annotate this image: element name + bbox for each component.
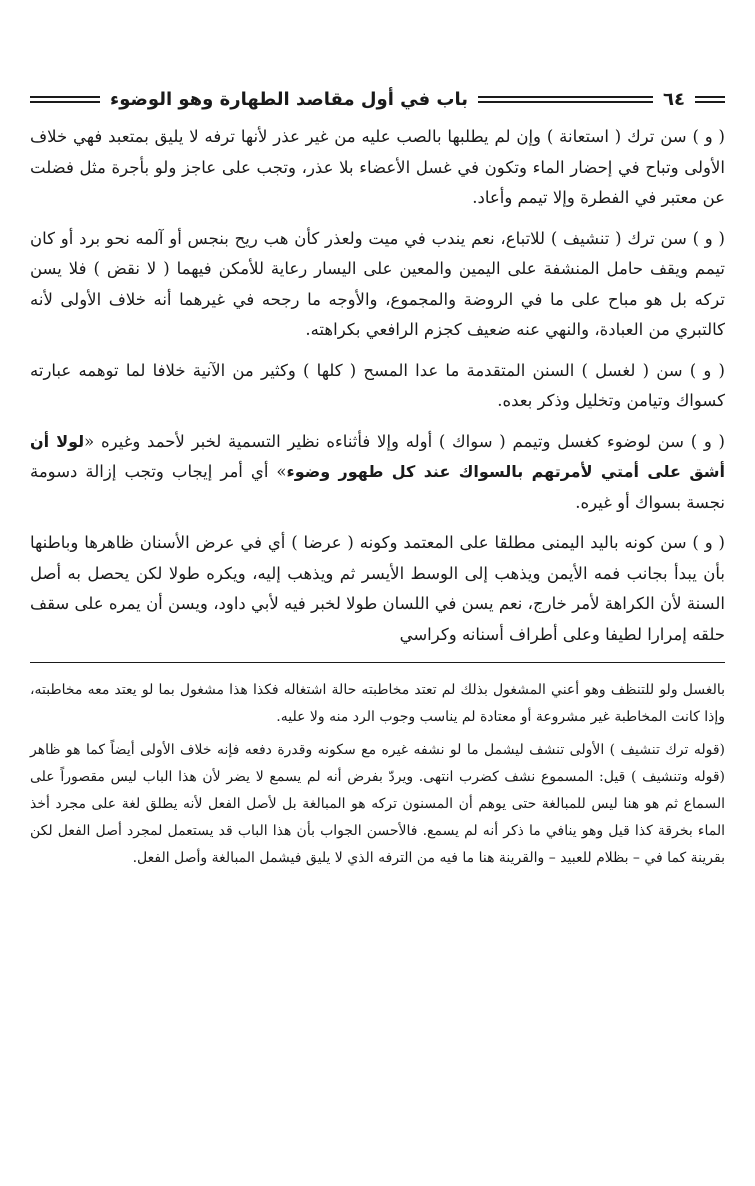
paragraph-ghusl: ( و ) سن ( لغسل ) السنن المتقدمة ما عدا المسح ( كلها ) وكثير من الآنية خلافا لما توهمه عبارته كسواك وتيامن وتخليل وذكر بعده. [30, 360, 725, 410]
paragraph-tanshif: ( و ) سن ترك ( تنشيف ) للاتباع، نعم يندب في ميت ولعذر كأن هب ريح بنجس أو آلمه نحو برد أو كان تيمم ويقف حامل المنشفة على اليمين والمعين على اليسار رعاية للأمكن فيهما ( لا نقض ) فلا يسن تركه بل هو مباح على ما في الروضة والمجموع، والأوجه ما رجحه في غيرهما أنه خلاف الأولى لأنه كالتبري من العبادة، والنهي عنه ضعيف كجزم الرافعي بكراهته. [30, 228, 725, 339]
page-number: ٦٤ [663, 88, 685, 110]
book-page [30, 82, 725, 1162]
footnote-paragraph: (قوله ترك تنشيف ) الأولى تنشف ليشمل ما لو نشفه غيره مع سكونه وقدرة دفعه فإنه خلاف الأولى أيضاً كما هو ظاهر (قوله وتنشيف ) قيل: المسموع نشف كضرب انتهى. ويردّ بفرض أنه لم يسمع لا يضر لأن هذا الباب ليس مقصوراً على السماع ثم هو هنا ليس للمبالغة حتى يوهم أن المسنون تركه هو المبالغة بل لأصل الفعل لأنه يطلق لغة على مجرد أخذ الماء بخرقة كذا قيل وهو ينافي ما ذكر أنه لم يسمع. فالأحسن الجواب بأن هذا الباب قد يستعمل لمجرد أصل الفعل لكن بقرينة كما في – بظلام للعبيد – والقرينة هنا ما فيه من الترفه الذي لا يليق فيشمل المبالغة وأصل الفعل. [30, 742, 725, 866]
header-rule-left [30, 96, 100, 103]
page-header [30, 82, 725, 116]
paragraph-siwak [30, 427, 725, 519]
header-rule-middle [478, 96, 653, 103]
footnotes [30, 677, 725, 872]
running-title: باب في أول مقاصد الطهارة وهو الوضوء [110, 88, 469, 110]
header-rule-right [695, 96, 725, 103]
paragraph-ard: ( و ) سن كونه باليد اليمنى مطلقا على المعتمد وكونه ( عرضا ) أي في عرض الأسنان ظاهرها وباطنها بأن يبدأ بجانب فمه الأيمن ويذهب إلى الوسط الأيسر ثم ويذهب إليه، ويكره طولا لكن يحصل به أصل السنة لأن الكراهة لأمر خارج، نعم يسن في اللسان طولا لخبر فيه لأبي داود، ويسن أن يمره على سقف حلقه إمرارا لطيفا وعلى أطراف أسنانه وكراسي [30, 533, 725, 644]
footnote-paragraph: بالغسل ولو للتنظف وهو أعني المشغول بذلك لم تعتد مخاطبته حالة اشتغاله فكذا هذا مشغول بما لو يعتد معه مخاطبته، وإذا كانت المخاطبة غير مشروعة أو معتادة لم يناسب وجوب الرد منه ولا عليه. [30, 682, 725, 725]
paragraph-siwak-before: ( و ) سن لوضوء كغسل وتيمم ( سواك ) أوله وإلا فأثناءه نظير التسمية لخبر لأحمد وغيره « [84, 431, 725, 451]
paragraph-siwak-after: » أي أمر إيجاب وتجب إزالة دسومة نجسة بسواك أو غيره. [30, 462, 725, 512]
footnote-separator [30, 662, 725, 663]
paragraph-isti-ana: ( و ) سن ترك ( استعانة ) وإن لم يطلبها بالصب عليه من غير عذر لأنها ترفه لا يليق بمتعبد فهي خلاف الأولى وتباح في إحضار الماء وتكون في غسل الأعضاء بلا عذر، وتجب على عاجز ولو بأجرة مثل فضلت عن معتبر في الفطرة وإلا تيمم وأعاد. [30, 127, 725, 207]
main-text [30, 122, 725, 650]
hadith-quote: لولا أن أشق على أمتي لأمرتهم بالسواك عند كل طهور وضوء [30, 431, 725, 481]
